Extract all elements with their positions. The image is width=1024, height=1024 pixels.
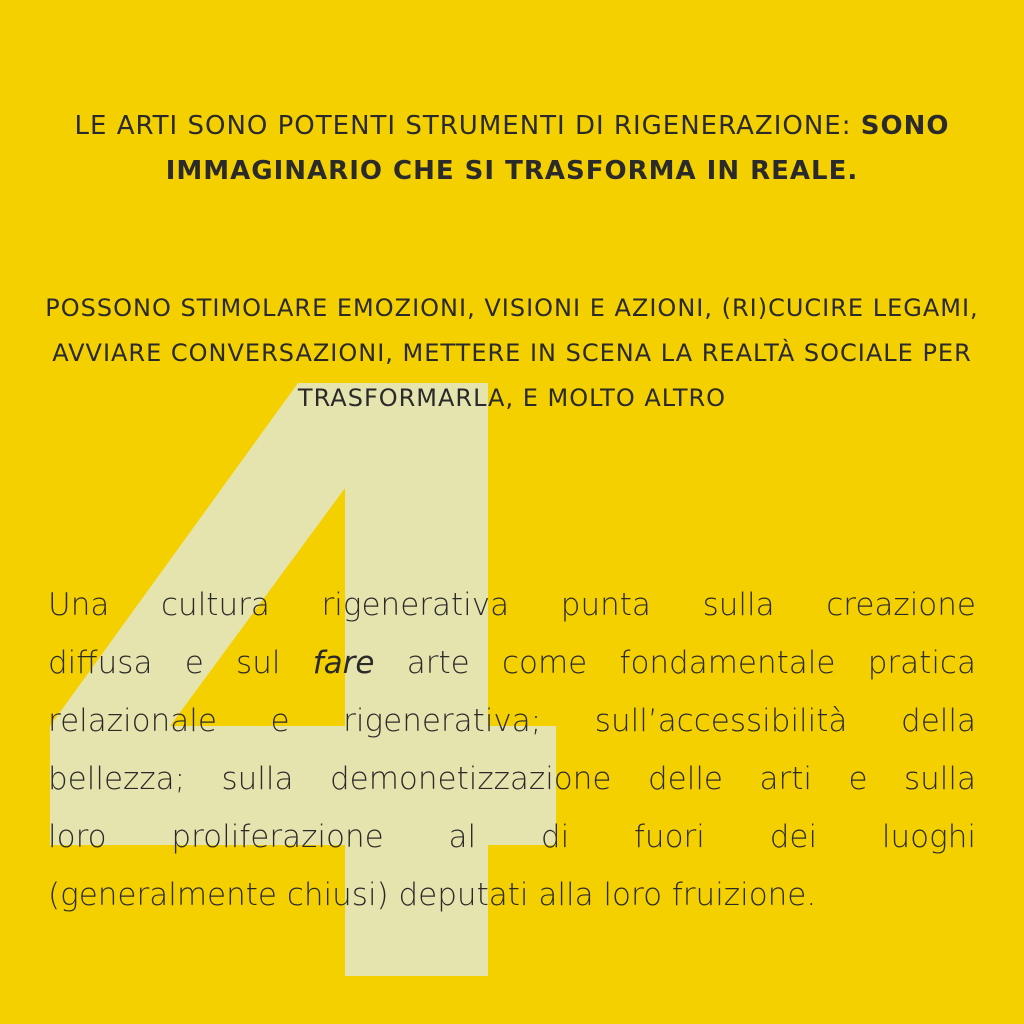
body-paragraph — [48, 576, 976, 924]
body-line-2 — [48, 634, 976, 692]
body-line-2-italic: fare — [312, 645, 375, 681]
headline — [60, 104, 964, 194]
body-line-3: relazionale e rigenerativa; sull’accessibilità della — [48, 703, 976, 739]
body-line-2-start: diffusa e sul — [48, 645, 313, 681]
body-line-6: (generalmente chiusi) deputati alla loro fruizione. — [48, 877, 817, 913]
body-line-5: loro proliferazione al di fuori dei luoghi — [48, 819, 976, 855]
headline-lead: LE ARTI SONO POTENTI STRUMENTI DI RIGENERAZIONE: — [74, 111, 852, 141]
body-line-1: Una cultura rigenerativa punta sulla creazione — [48, 587, 976, 623]
body-line-2-end: arte come fondamentale pratica — [374, 645, 976, 681]
body-line-4: bellezza; sulla demonetizzazione delle arti e sulla — [48, 761, 976, 797]
subhead: POSSONO STIMOLARE EMOZIONI, VISIONI E AZIONI, (RI)CUCIRE LEGAMI, AVVIARE CONVERSAZIONI, METTERE IN SCENA LA REALTÀ SOCIALE PER TRASFORMARLA, E MOLTO ALTRO — [45, 294, 979, 412]
headline-emphasis: SONO IMMAGINARIO CHE SI TRASFORMA IN REALE. — [165, 111, 950, 186]
